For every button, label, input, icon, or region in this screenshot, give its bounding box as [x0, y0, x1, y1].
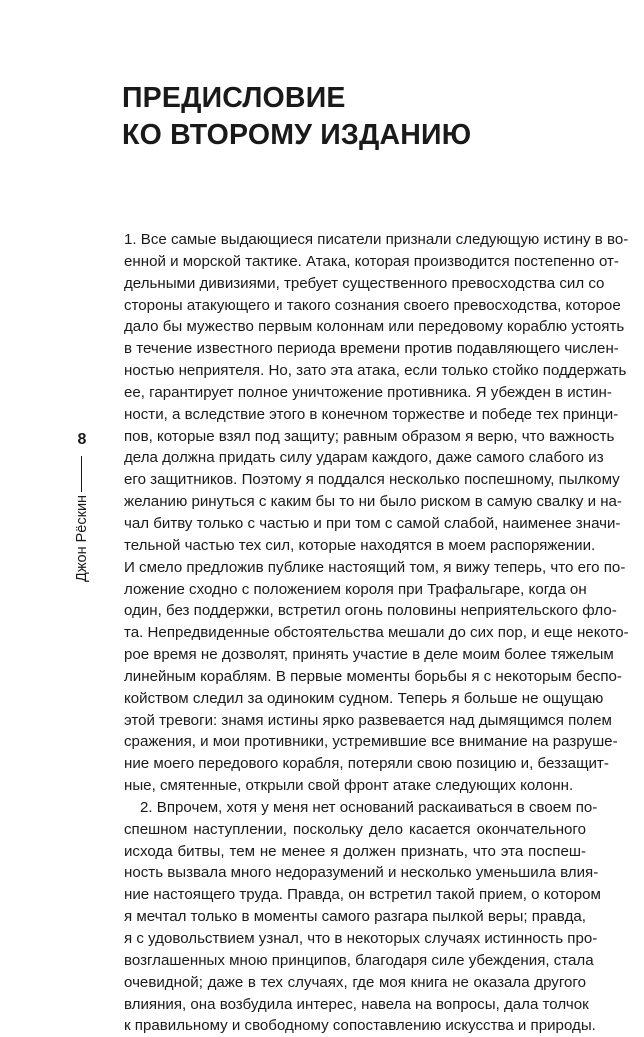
title-line-1: ПРЕДИСЛОВИЕ [122, 82, 346, 114]
text-line: 2. Впрочем, хотя у меня нет оснований раскаиваться в своем по- [140, 798, 598, 816]
text-line: И смело предложив публике настоящий том, я вижу теперь, что его по- [124, 558, 626, 576]
text-line: 1. Все самые выдающиеся писатели признали следующую истину в во- [124, 231, 629, 248]
text-line: возглашенных мною принципов, благодаря силе убеждения, стала [124, 951, 594, 969]
body-text [124, 229, 629, 1037]
text-line: очевидной; даже в тех случаях, где моя книга не оказала другого [124, 973, 586, 991]
title-line-2: КО ВТОРОМУ ИЗДАНИЮ [122, 119, 472, 151]
text-line: ложение сходно с положением короля при Трафальгаре, когда он [124, 580, 587, 598]
text-line: койством следил за одиноким судном. Теперь я больше не ощущаю [124, 689, 604, 707]
text-line: дало бы мужество первым колоннам или передовому кораблю устоять [124, 318, 625, 336]
text-line: ние настоящего труда. Правда, он встретил такой прием, о котором [124, 886, 601, 904]
text-line: ности, а вследствие этого в конечном торжестве и победе тех принци- [124, 405, 619, 423]
page-title [122, 80, 471, 154]
text-line: желанию ринуться с каким бы то ни было риском в самую свалку и на- [124, 493, 622, 511]
text-line: в течение известного периода времени против подавляющего числен- [124, 340, 619, 358]
text-line: ностью неприятеля. Но, зато эта атака, если только стойко поддержать [124, 362, 627, 380]
text-line: чал битву только с частью и при том с самой слабой, наименее значи- [124, 514, 621, 532]
text-line: линейным кораблям. В первые моменты борьбы я с некоторым беспо- [124, 667, 622, 685]
page-number: 8 [77, 431, 87, 448]
text-line: рое время не дозволят, принять участие в деле моим более тяжелым [124, 646, 614, 664]
text-line: ность вызвала много недоразумений и несколько уменьшила влия- [124, 864, 599, 882]
text-line: исхода битвы, тем не менее я должен признать, что эта поспеш- [124, 842, 586, 860]
text-line: этой тревоги: знамя истины ярко развевается над дымящимся полем [124, 711, 612, 729]
text-line: ние моего передового корабля, потеряли свою позицию и, беззащит- [124, 755, 609, 773]
text-line: его защитников. Поэтому я поддался несколько поспешному, пылкому [124, 471, 620, 489]
text-line: та. Непредвиденные обстоятельства мешали до сих пор, и еще некото- [124, 624, 629, 642]
text-line: дела должна придать силу ударам каждого, даже самого слабого из [124, 449, 604, 467]
text-line: влияния, она возбудила интерес, навела на вопросы, дала толчок [124, 995, 589, 1013]
text-line: к правильному и свободному сопоставлению искусства и природы. [124, 1017, 596, 1035]
text-line: я мечтал только в моменты самого разгара пылкой веры; правда, [124, 908, 586, 926]
margin-divider [81, 456, 82, 492]
text-line: сражения, и мои противники, устремившие все внимание на разруше- [124, 733, 618, 751]
text-line: спешном наступлении, поскольку дело касается окончательного [124, 820, 586, 838]
text-line: стороны атакующего и такого сознания своего превосходства, которое [124, 296, 621, 314]
text-line: ные, смятенные, открыли свой фронт атаке следующих колонн. [124, 777, 574, 795]
text-line: пов, которые взял под защиту; равным образом я верю, что важность [124, 427, 615, 445]
running-author: Джон Рёскин [74, 494, 90, 582]
text-line: дельными дивизиями, требует существенного превосходства сил со [124, 274, 605, 292]
text-line: ее, гарантирует полное уничтожение противника. Я убежден в истин- [124, 383, 612, 401]
text-line: я с удовольствием узнал, что в некоторых случаях истинность про- [124, 930, 598, 947]
text-line: один, без поддержки, встретил огонь половины неприятельского фло- [124, 602, 617, 620]
text-line: енной и морской тактике. Атака, которая производится постепенно от- [124, 252, 619, 270]
text-line: тельной частью тех сил, которые находятся в моем распоряжении. [124, 536, 596, 554]
page-margin-header [70, 430, 110, 600]
